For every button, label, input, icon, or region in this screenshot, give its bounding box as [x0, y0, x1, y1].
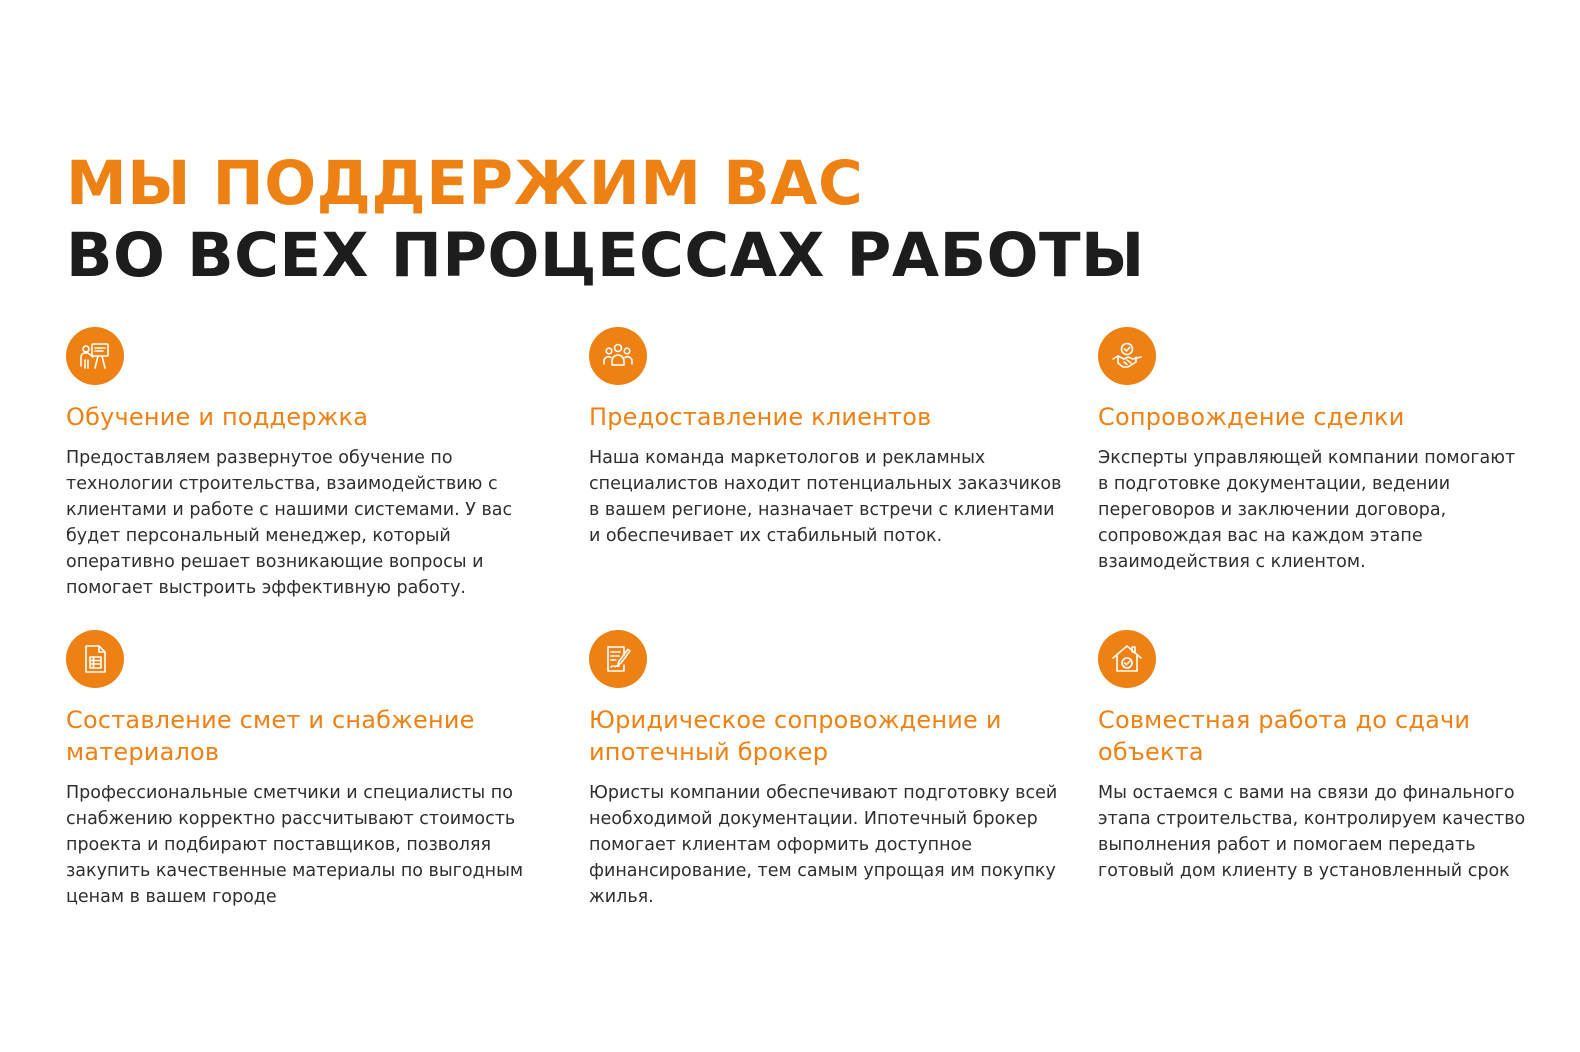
- card-title: Сопровождение сделки: [1098, 403, 1405, 431]
- feature-card-deal: [1098, 327, 1528, 575]
- feature-card-clients: [589, 327, 1067, 549]
- team-group-icon: [589, 327, 647, 385]
- card-description: Эксперты управляющей компании помогают в подготовке документации, ведении переговоров и заключении договора, сопровождая вас на каждом этапе взаимодействия с клиентом.: [1098, 448, 1516, 572]
- card-description: Наша команда маркетологов и рекламных специалистов находит потенциальных заказчиков в вашем регионе, назначает встречи с клиентами и обеспечивает их стабильный поток.: [589, 448, 1062, 546]
- feature-card-legal: [589, 630, 1067, 910]
- card-description: Профессиональные сметчики и специалисты по снабжению корректно рассчитывают стоимость проекта и подбирают поставщиков, позволяя закупить качественные материалы по выгодным ценам в вашем городе: [66, 783, 524, 907]
- headline-line-accent: МЫ ПОДДЕРЖИМ ВАС: [66, 148, 864, 219]
- house-check-icon: [1098, 630, 1156, 688]
- card-title: Совместная работа до сдачи объекта: [1098, 706, 1471, 766]
- card-description: Юристы компании обеспечивают подготовку всей необходимой документации. Ипотечный брокер помогает клиентам оформить доступное финансирование, тем самым упрощая им покупку жилья.: [589, 783, 1058, 907]
- feature-card-training: [66, 327, 554, 601]
- feature-card-handover: [1098, 630, 1528, 884]
- page-headline: [66, 148, 1506, 292]
- card-title: Обучение и поддержка: [66, 403, 369, 431]
- card-description: Мы остаемся с вами на связи до финального этапа строительства, контролируем качество выполнения работ и помогаем передать готовый дом клиенту в установленный срок: [1098, 783, 1526, 881]
- card-title: Юридическое сопровождение и ипотечный брокер: [589, 706, 1002, 766]
- presentation-teacher-icon: [66, 327, 124, 385]
- headline-line-dark: ВО ВСЕХ ПРОЦЕССАХ РАБОТЫ: [66, 220, 1145, 291]
- card-description: Предоставляем развернутое обучение по технологии строительства, взаимодействию с клиентами и работе с нашими системами. У вас будет персональный менеджер, который оперативно решает возникающие вопросы и помогает выстроить эффективную работу.: [66, 448, 513, 598]
- handshake-check-icon: [1098, 327, 1156, 385]
- feature-card-estimates: [66, 630, 554, 910]
- document-estimate-icon: [66, 630, 124, 688]
- card-title: Составление смет и снабжение материалов: [66, 706, 475, 766]
- contract-signature-icon: [589, 630, 647, 688]
- card-title: Предоставление клиентов: [589, 403, 932, 431]
